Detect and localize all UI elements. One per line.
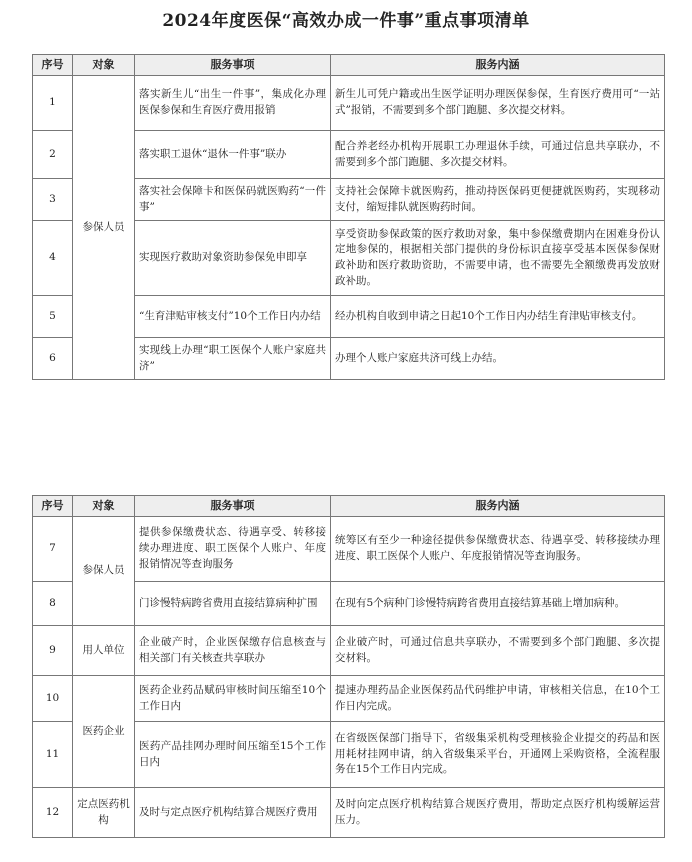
- row-item: 企业破产时，企业医保缴存信息核查与相关部门有关核查共享联办: [135, 626, 331, 676]
- header-content: 服务内涵: [331, 55, 665, 76]
- table-part-1: [32, 54, 665, 380]
- row-num: 10: [33, 676, 73, 722]
- header-content: 服务内涵: [331, 496, 665, 517]
- table-header-row: [33, 55, 665, 76]
- row-num: 7: [33, 517, 73, 582]
- table-header-row: [33, 496, 665, 517]
- row-item: 落实社会保障卡和医保码就医购药“一件事”: [135, 179, 331, 221]
- header-num: 序号: [33, 55, 73, 76]
- row-item: 医药企业药品赋码审核时间压缩至10个工作日内: [135, 676, 331, 722]
- header-obj: 对象: [73, 496, 135, 517]
- header-obj: 对象: [73, 55, 135, 76]
- page-title: 2024年度医保“高效办成一件事”重点事项清单: [162, 11, 530, 31]
- row-item: 实现医疗救助对象资助参保免申即享: [135, 221, 331, 296]
- row-item: “生育津贴审核支付”10个工作日内办结: [135, 296, 331, 338]
- row-content: 在现有5个病种门诊慢特病跨省费用直接结算基础上增加病种。: [331, 582, 665, 626]
- row-obj: 用人单位: [73, 626, 135, 676]
- row-num: 1: [33, 76, 73, 131]
- row-content: 在省级医保部门指导下，省级集采机构受理核验企业提交的药品和医用耗材挂网申请，纳入省级集采平台，开通网上采购资格，全流程服务在15个工作日内完成。: [331, 722, 665, 788]
- row-content: 享受资助参保政策的医疗救助对象，集中参保缴费期内在困难身份认定地参保的，根据相关部门提供的身份标识直接享受基本医保参保财政补助和医疗救助资助，不需要申请，也不需要先全额缴费再发放财政补助。: [331, 221, 665, 296]
- row-content: 提速办理药品企业医保药品代码维护申请，审核相关信息，在10个工作日内完成。: [331, 676, 665, 722]
- row-item: 提供参保缴费状态、待遇享受、转移接续办理进度、职工医保个人账户、年度报销情况等查询服务: [135, 517, 331, 582]
- row-num: 9: [33, 626, 73, 676]
- header-num: 序号: [33, 496, 73, 517]
- row-item: 落实职工退休“退休一件事”联办: [135, 131, 331, 179]
- row-item: 医药产品挂网办理时间压缩至15个工作日内: [135, 722, 331, 788]
- header-item: 服务事项: [135, 496, 331, 517]
- row-obj: 参保人员: [73, 517, 135, 626]
- row-num: 11: [33, 722, 73, 788]
- row-item: 及时与定点医疗机构结算合规医疗费用: [135, 788, 331, 838]
- table-part-2: [32, 495, 665, 838]
- row-obj: 参保人员: [73, 76, 135, 380]
- row-num: 5: [33, 296, 73, 338]
- table-row: [33, 76, 665, 131]
- row-content: 及时向定点医疗机构结算合规医疗费用，帮助定点医疗机构缓解运营压力。: [331, 788, 665, 838]
- row-num: 6: [33, 338, 73, 380]
- table-row: [33, 788, 665, 838]
- row-content: 办理个人账户家庭共济可线上办结。: [331, 338, 665, 380]
- row-content: 经办机构自收到申请之日起10个工作日内办结生育津贴审核支付。: [331, 296, 665, 338]
- row-content: 企业破产时，可通过信息共享联办，不需要到多个部门跑腿、多次提交材料。: [331, 626, 665, 676]
- row-content: 统筹区有至少一种途径提供参保缴费状态、待遇享受、转移接续办理进度、职工医保个人账户、年度报销情况等查询服务。: [331, 517, 665, 582]
- table-row: [33, 626, 665, 676]
- row-num: 2: [33, 131, 73, 179]
- row-item: 落实新生儿“出生一件事”，集成化办理医保参保和生育医疗费用报销: [135, 76, 331, 131]
- table-row: [33, 517, 665, 582]
- row-num: 12: [33, 788, 73, 838]
- row-content: 新生儿可凭户籍或出生医学证明办理医保参保，生育医疗费用可“一站式”报销，不需要到多个部门跑腿、多次提交材料。: [331, 76, 665, 131]
- row-num: 4: [33, 221, 73, 296]
- row-num: 8: [33, 582, 73, 626]
- row-obj: 定点医药机构: [73, 788, 135, 838]
- header-item: 服务事项: [135, 55, 331, 76]
- row-num: 3: [33, 179, 73, 221]
- row-obj: 医药企业: [73, 676, 135, 788]
- row-item: 门诊慢特病跨省费用直接结算病种扩围: [135, 582, 331, 626]
- row-content: 配合养老经办机构开展职工办理退休手续，可通过信息共享联办，不需要到多个部门跑腿、多次提交材料。: [331, 131, 665, 179]
- row-content: 支持社会保障卡就医购药，推动持医保码更便捷就医购药，实现移动支付，缩短排队就医购药时间。: [331, 179, 665, 221]
- table-row: [33, 676, 665, 722]
- row-item: 实现线上办理“职工医保个人账户家庭共济”: [135, 338, 331, 380]
